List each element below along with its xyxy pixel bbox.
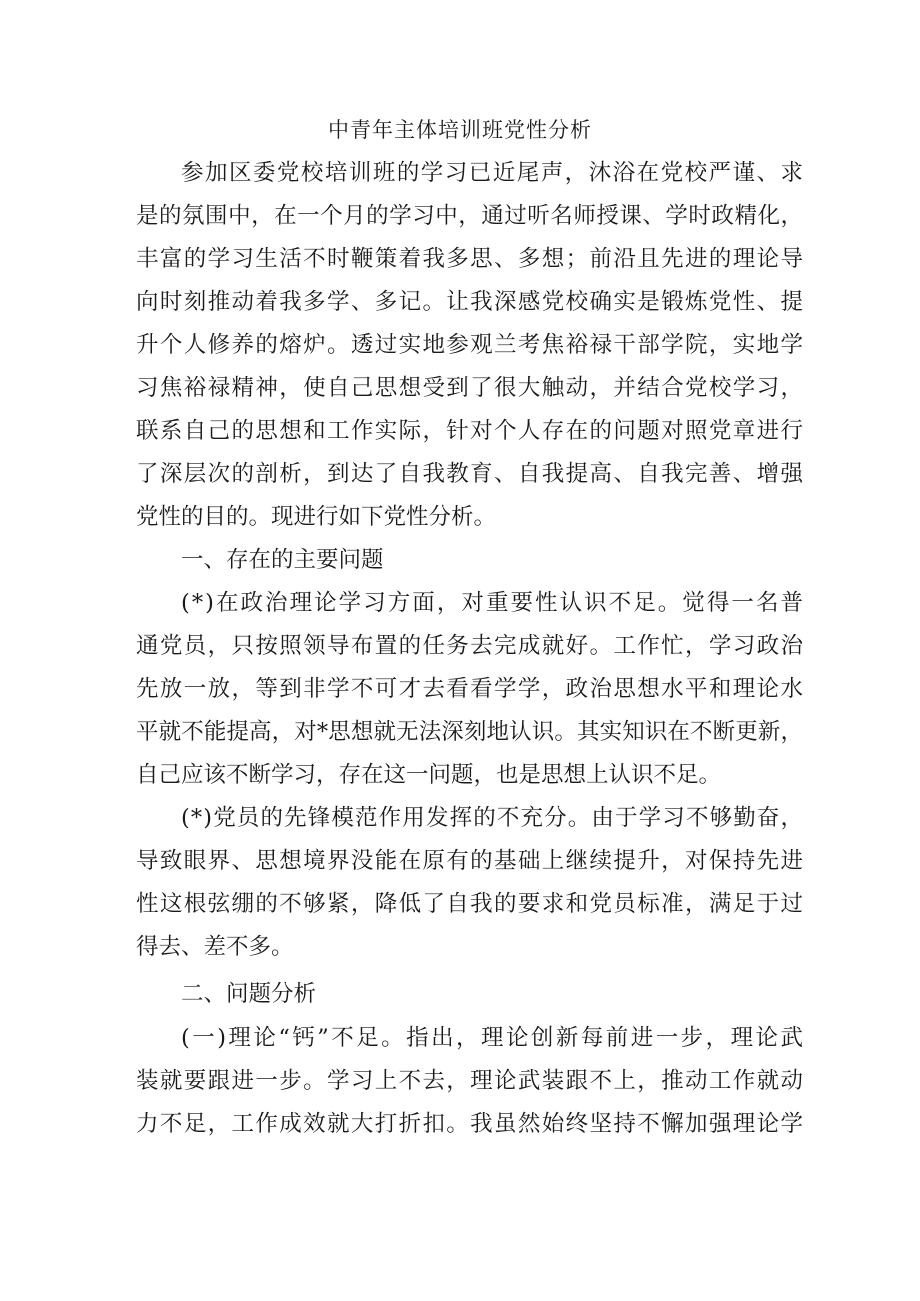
document-title: 中青年主体培训班党性分析: [328, 118, 592, 142]
body-line: 丰富的学习生活不时鞭策着我多思、多想；前沿且先进的理论导: [136, 246, 805, 272]
body-line: 得去、差不多。: [136, 934, 294, 960]
section-heading: 一、存在的主要问题: [181, 547, 384, 573]
body-line: (*)党员的先锋模范作用发挥的不充分。由于学习不够勤奋，: [181, 805, 805, 831]
body-line: 是的氛围中，在一个月的学习中，通过听名师授课、学时政精化，: [136, 203, 804, 229]
body-line: 通党员，只按照领导布置的任务去完成就好。工作忙，学习政治: [136, 633, 805, 659]
body-line: 先放一放，等到非学不可才去看看学学，政治思想水平和理论水: [136, 676, 805, 702]
section-heading: 二、问题分析: [181, 981, 317, 1007]
body-line: 导致眼界、思想境界没能在原有的基础上继续提升，对保持先进: [136, 848, 805, 874]
body-line: (一)理论“钙”不足。指出，理论创新每前进一步，理论武: [181, 1025, 806, 1051]
body-line: 党性的目的。现进行如下党性分析。: [136, 504, 497, 530]
body-line: 自己应该不断学习，存在这一问题，也是思想上认识不足。: [136, 762, 722, 788]
body-line: 性这根弦绷的不够紧，降低了自我的要求和党员标准，满足于过: [136, 891, 805, 917]
body-line: 平就不能提高，对*思想就无法深刻地认识。其实知识在不断更新，: [136, 719, 804, 745]
body-line: (*)在政治理论学习方面，对重要性认识不足。觉得一名普: [181, 590, 806, 616]
body-line: 力不足，工作成效就大打折扣。我虽然始终坚持不懈加强理论学: [136, 1111, 805, 1137]
body-line: 参加区委党校培训班的学习已近尾声，沐浴在党校严谨、求: [181, 160, 805, 186]
body-line: 装就要跟进一步。学习上不去，理论武装跟不上，推动工作就动: [136, 1068, 805, 1094]
body-line: 升个人修养的熔炉。透过实地参观兰考焦裕禄干部学院，实地学: [136, 332, 805, 358]
body-line: 习焦裕禄精神，使自己思想受到了很大触动，并结合党校学习，: [136, 375, 805, 401]
body-line: 联系自己的思想和工作实际，针对个人存在的问题对照党章进行: [136, 418, 805, 444]
body-line: 向时刻推动着我多学、多记。让我深感党校确实是锻炼党性、提: [136, 289, 805, 315]
body-line: 了深层次的剖析，到达了自我教育、自我提高、自我完善、增强: [136, 461, 805, 487]
